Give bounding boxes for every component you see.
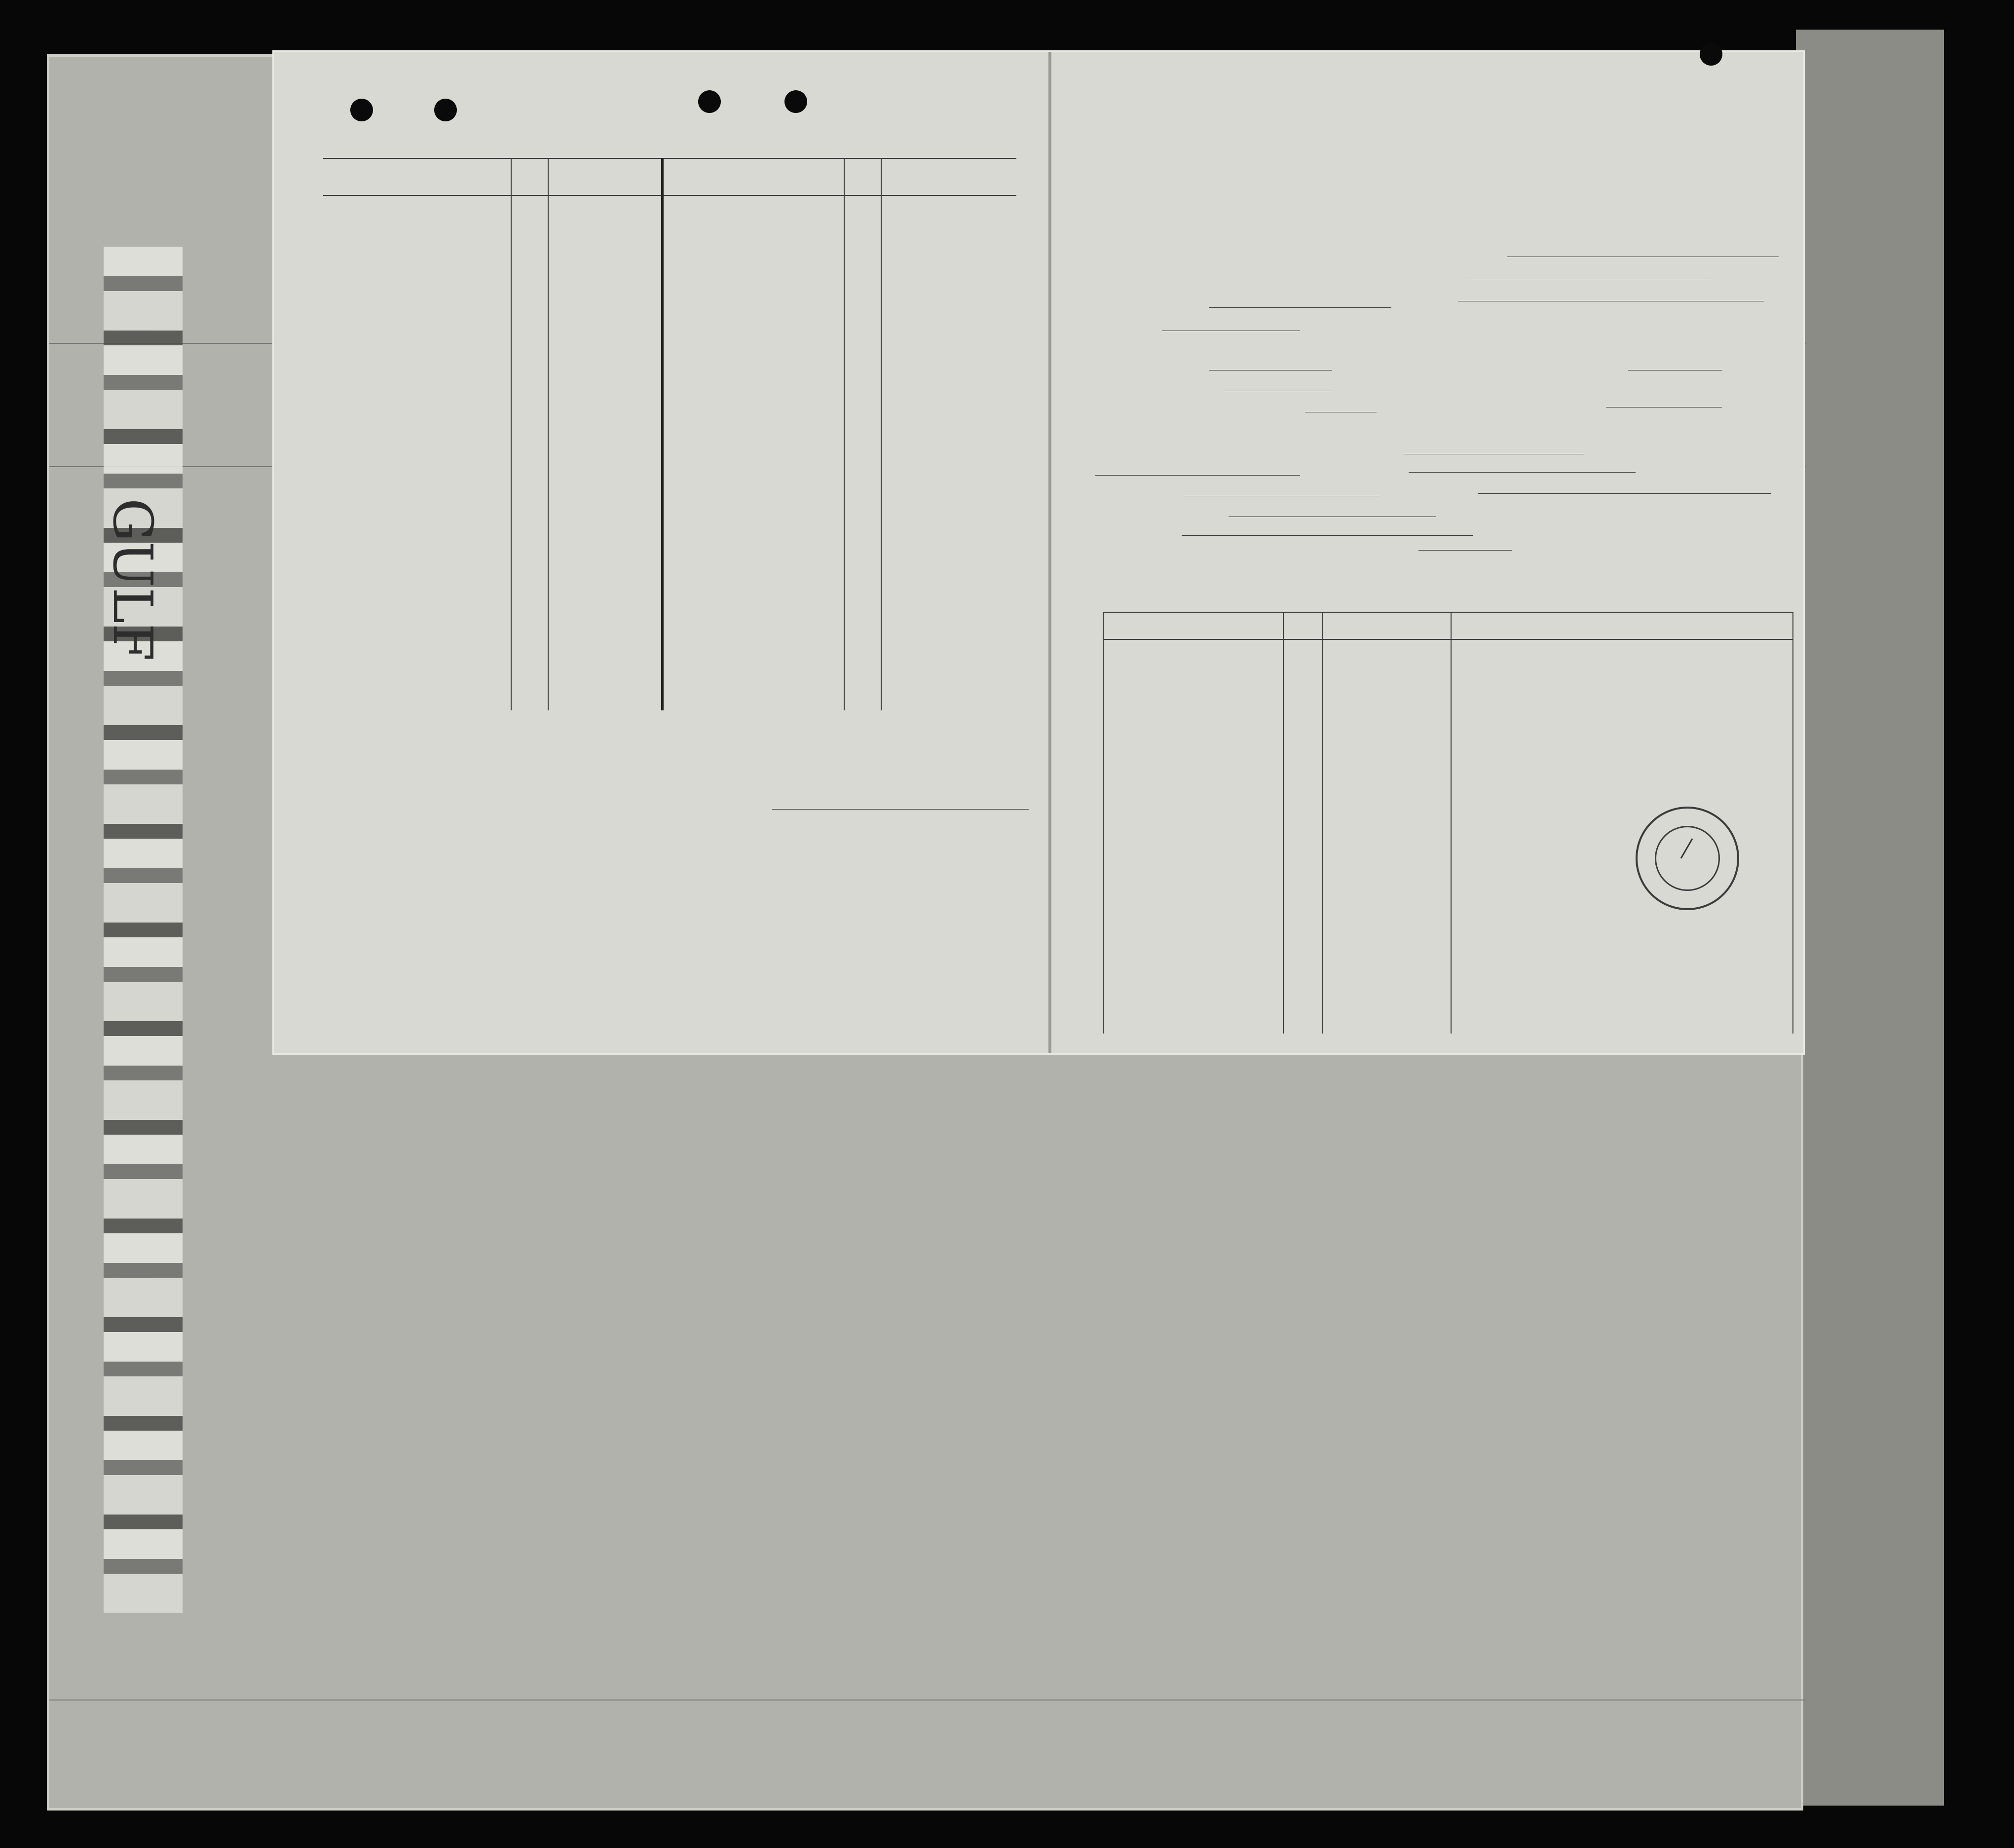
manifest-page-edge [1796, 30, 1944, 1806]
page-fold [1048, 52, 1051, 1053]
torn-margin-strip [104, 247, 183, 1613]
receipt-stamp [1636, 807, 1739, 910]
statement-of-master-form [274, 52, 1803, 1053]
vertical-vessel-stamp: GULF [101, 498, 164, 661]
